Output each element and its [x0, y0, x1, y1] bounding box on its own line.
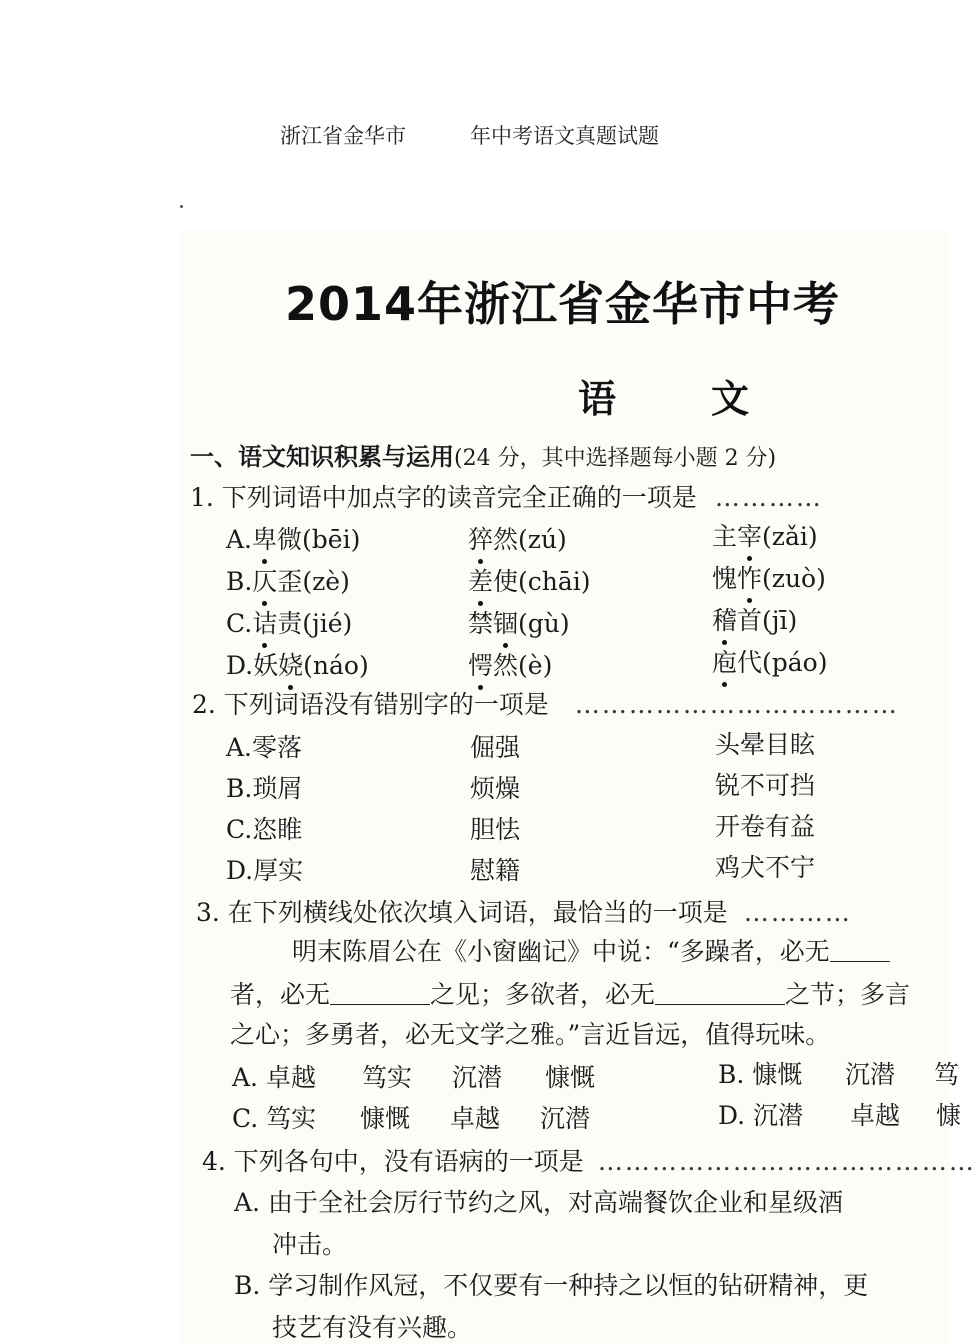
q1-option-key: A.	[226, 525, 253, 554]
q1-option-key: B.	[226, 567, 253, 596]
q3-option-d: D. 沉潜	[718, 1101, 804, 1130]
q3-stem	[196, 893, 852, 929]
q3-option-a: A. 卓越	[232, 1063, 316, 1092]
q3-option-b: B. 慷慨	[718, 1060, 803, 1089]
q2-option-d: D.厚实	[226, 856, 304, 885]
q1-option-c-item1: C.诘责(jié)	[226, 604, 352, 640]
header-region: 浙江省金华市	[280, 124, 406, 148]
q4-option-a-line1: A. 由于全社会厉行节约之风，对高端餐饮企业和星级酒	[234, 1188, 843, 1217]
q3-option-c-word3: 卓越	[450, 1104, 501, 1133]
section-note: (24 分，其中选择题每小题 2 分)	[454, 446, 777, 471]
emphasized-char: 愕	[468, 646, 493, 682]
section-label: 一、语文知识积累与运用	[190, 443, 454, 471]
q2-option-b-word2: 烦燥	[470, 774, 521, 803]
q2-option-c-word2: 胆怯	[470, 815, 521, 844]
q4-option-b-line2: 技艺有没有兴趣。	[272, 1313, 473, 1342]
q1-option-a-item2: 猝然(zú)	[468, 520, 567, 556]
q1-stem	[190, 478, 823, 514]
q1-option-d-item2: 愕然(è)	[468, 646, 552, 682]
emphasized-char: 稽	[712, 601, 737, 637]
q1-option-key: D.	[226, 651, 254, 680]
q2-option-a-word2: 倔强	[470, 733, 521, 762]
q4-stem	[202, 1142, 976, 1178]
q2-option-d-word2: 慰籍	[470, 856, 521, 885]
q3-option-a-word3: 沉潜	[452, 1063, 503, 1092]
emphasized-char: 锢	[493, 604, 518, 640]
section-heading	[190, 437, 776, 472]
q3-passage-line2: 者，必无 之见；多欲者，必无 之节；多言	[230, 980, 911, 1009]
q2-option-a: A.零落	[226, 733, 303, 762]
q2-option-d-word3: 鸡犬不宁	[715, 853, 816, 882]
q2-option-a-word3: 头晕目眩	[715, 730, 816, 759]
subject-char-2: 文	[711, 377, 750, 421]
emphasized-char: 诘	[252, 604, 277, 640]
emphasized-char: 差	[468, 562, 493, 598]
q1-option-b-item3: 愧怍(zuò)	[712, 559, 826, 595]
q2-option-b-word3: 锐不可挡	[715, 771, 816, 800]
q4-stem-text: 4. 下列各句中，没有语病的一项是	[202, 1147, 584, 1176]
scan-speck	[180, 205, 183, 208]
q3-option-c: C. 笃实	[232, 1104, 317, 1133]
q3-passage-line3: 之心；多勇者，必无文学之雅。”言近旨远，值得玩味。	[230, 1020, 831, 1049]
q1-leaders: …………	[714, 483, 823, 512]
q2-stem	[192, 685, 899, 721]
exam-title: 2014年浙江省金华市中考	[285, 277, 841, 331]
q2-option-c-word3: 开卷有益	[715, 812, 816, 841]
q3-passage-line1: 明末陈眉公在《小窗幽记》中说：“多躁者，必无	[292, 932, 890, 968]
q4-option-b-line1: B. 学习制作风冠，不仅要有一种持之以恒的钻研精神，更	[234, 1271, 869, 1300]
q1-option-c-item3: 稽首(jī)	[712, 601, 797, 637]
q3-leaders: …………	[743, 898, 852, 927]
q3-option-b-word2: 沉潜	[845, 1060, 896, 1089]
emphasized-char: 娆	[278, 646, 303, 682]
q3-option-d-word2: 卓越	[850, 1101, 901, 1130]
q2-option-c: C.恣睢	[226, 815, 303, 844]
emphasized-char: 卑	[252, 520, 277, 556]
q1-option-c-item2: 禁锢(gù)	[468, 604, 570, 640]
q3-option-b-word3: 笃	[934, 1060, 960, 1089]
q1-option-a-item3: 主宰(zǎi)	[712, 517, 818, 553]
q1-option-b-item2: 差使(chāi)	[468, 562, 591, 598]
q2-leaders: ………………………………	[574, 690, 899, 719]
emphasized-char: 猝	[468, 520, 493, 556]
q4-option-a-line2: 冲击。	[272, 1230, 348, 1259]
q3-option-a-word2: 笃实	[362, 1063, 413, 1092]
q3-option-d-word3: 慷	[936, 1101, 962, 1130]
q1-option-d-item3: 庖代(páo)	[712, 643, 827, 679]
emphasized-char: 仄	[252, 562, 277, 598]
subject-char-1: 语	[578, 377, 617, 421]
q1-option-key: C.	[226, 609, 253, 638]
q3-blank-2	[330, 982, 430, 1005]
q3-blank-3	[655, 982, 785, 1005]
emphasized-char: 庖	[712, 643, 737, 679]
q3-option-c-word4: 沉潜	[540, 1104, 591, 1133]
q1-stem-text: 1. 下列词语中加点字的读音完全正确的一项是	[190, 483, 697, 512]
q3-option-a-word4: 慷慨	[545, 1063, 596, 1092]
q2-option-b: B.琐屑	[226, 774, 303, 803]
q4-leaders: ……………………………………	[597, 1147, 976, 1176]
header-title: 年中考语文真题试题	[470, 124, 659, 148]
q2-stem-text: 2. 下列词语没有错别字的一项是	[192, 690, 549, 719]
q1-option-a-item1: A.卑微(bēi)	[226, 520, 360, 556]
q3-option-c-word2: 慷慨	[360, 1104, 411, 1133]
q1-option-d-item1: D.妖娆(náo)	[226, 646, 369, 682]
subject-heading	[578, 368, 749, 423]
emphasized-char: 怍	[737, 559, 762, 595]
q3-stem-text: 3. 在下列横线处依次填入词语，最恰当的一项是	[196, 898, 728, 927]
q1-option-b-item1: B.仄歪(zè)	[226, 562, 350, 598]
emphasized-char: 宰	[737, 517, 762, 553]
q3-blank-1	[830, 939, 890, 962]
